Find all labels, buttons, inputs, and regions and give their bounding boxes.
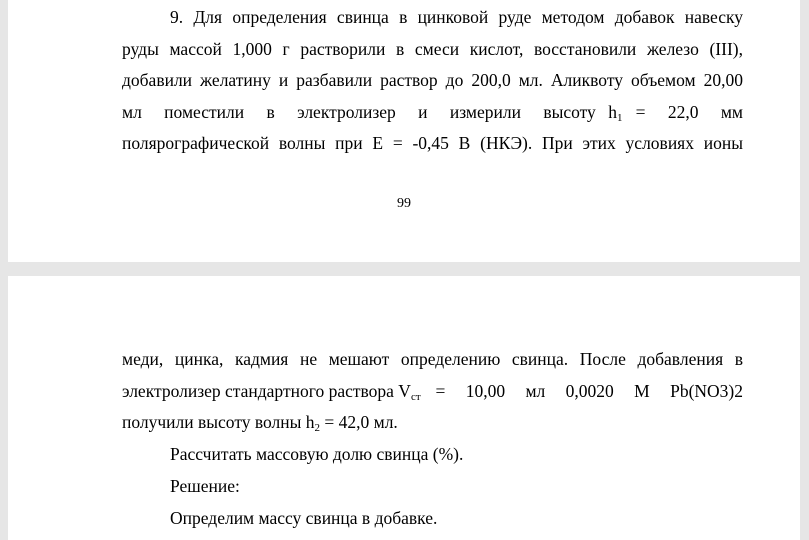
text-line: 9. Для определения свинца в цинковой руде методом добавок навеску <box>170 7 743 27</box>
task-statement: Рассчитать массовую долю свинца (%). <box>170 444 464 464</box>
document-page-top <box>8 0 800 262</box>
solution-label: Решение: <box>170 476 240 496</box>
text-line: получили высоту волны $h_2 = 42,0$ мл. <box>122 412 398 434</box>
text-line: мл поместили в электролизер и измерили высоту $h_1$ = 22,0 мм <box>122 101 743 124</box>
text-line: меди, цинка, кадмия не мешают определению свинца. После добавления в <box>122 349 743 369</box>
page-number: 99 <box>397 196 411 211</box>
problem-paragraph <box>122 2 743 160</box>
text-line: электролизер стандартного раствора $V_{ст}$ = 10,00 мл 0,0020 М Pb(NO3)2 <box>122 380 743 403</box>
document-page-bottom <box>8 276 800 540</box>
text-line: добавили желатину и разбавили раствор до 200,0 мл. Аликвоту объемом 20,00 <box>122 70 743 90</box>
text-line: полярографической волны при Е = -0,45 В (НКЭ). При этих условиях ионы <box>122 133 743 153</box>
solution-step: Определим массу свинца в добавке. <box>170 508 438 528</box>
problem-paragraph-continued <box>122 344 743 439</box>
text-line: руды массой 1,000 г растворили в смеси кислот, восстановили железо (III), <box>122 38 743 59</box>
